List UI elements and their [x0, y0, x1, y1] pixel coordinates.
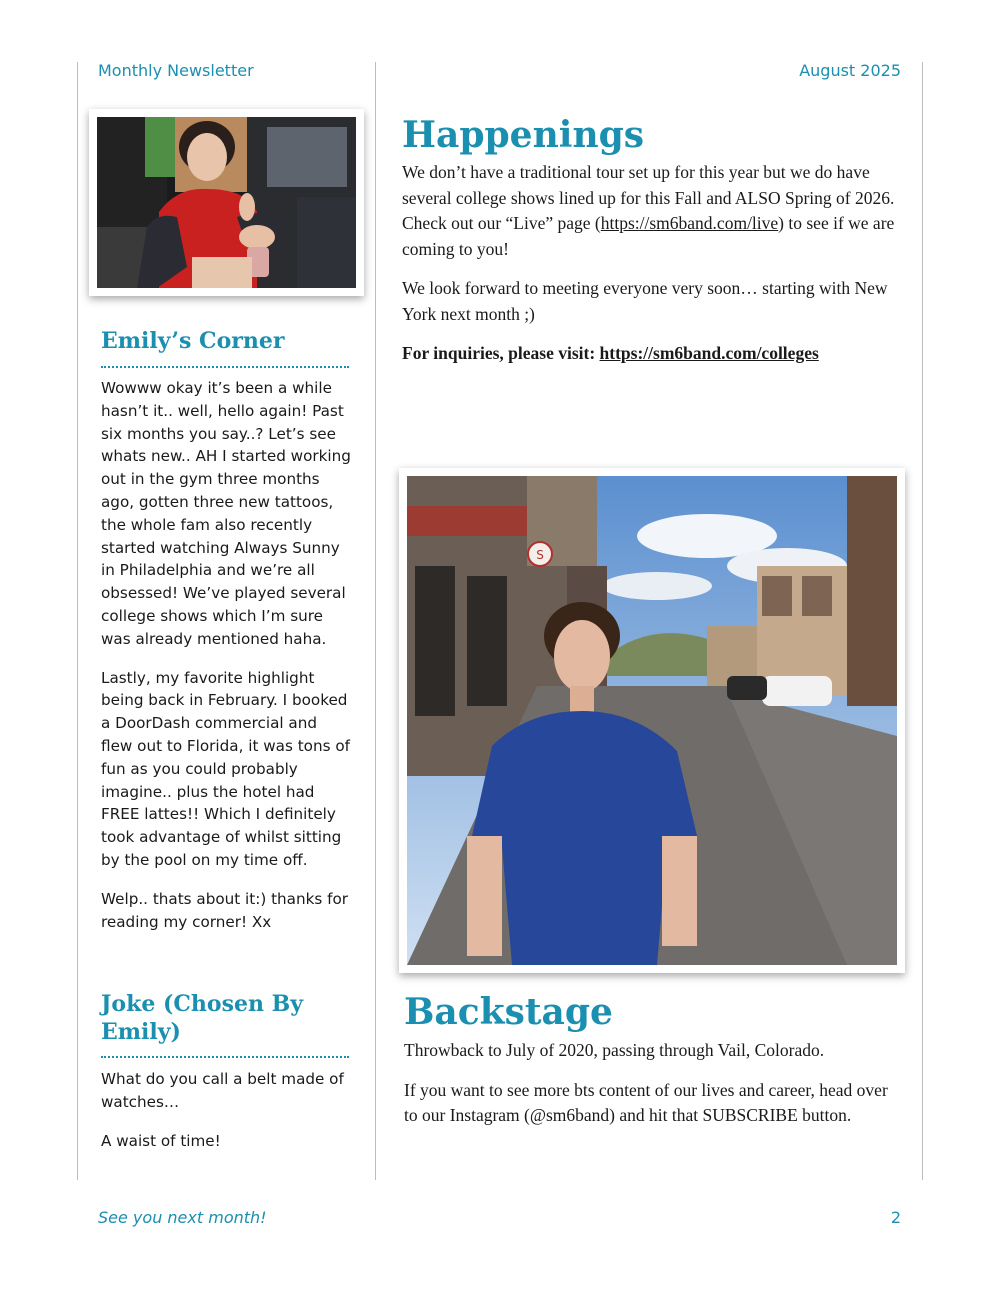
newsletter-label: Monthly Newsletter — [98, 61, 254, 80]
page-number: 2 — [890, 1208, 901, 1227]
backstage-caption: Throwback to July of 2020, passing through Vail, Colorado. — [404, 1040, 825, 1060]
happenings-paragraph: We don’t have a traditional tour set up for this year but we do have several college shows lined up for this Fall and ALSO Spring of 2026. Check out our “Live” page (https://sm6band.com/live) to see if we are coming to you! — [402, 162, 895, 259]
joke-answer: A waist of time! — [101, 1131, 221, 1150]
colleges-link[interactable]: https://sm6band.com/colleges — [599, 343, 819, 363]
emilys-corner-body — [101, 377, 353, 949]
live-page-link[interactable]: https://sm6band.com/live — [600, 213, 779, 233]
vail-street-image — [407, 476, 897, 965]
emilys-corner-paragraph: Welp.. thats about it:) thanks for reading my corner! Xx — [101, 889, 349, 931]
section-divider — [101, 366, 349, 368]
backstage-paragraph: If you want to see more bts content of our lives and career, head over to our Instagram (@sm6band) and hit that SUBSCRIBE button. — [404, 1079, 888, 1125]
joke-question: What do you call a belt made of watches… — [101, 1070, 344, 1111]
happenings-paragraph: We look forward to meeting everyone very soon… starting with New York next month ;) — [402, 278, 888, 324]
right-margin-rule — [922, 62, 923, 1180]
inquiries-line: For inquiries, please visit: https://sm6band.com/colleges — [402, 343, 819, 363]
happenings-body — [402, 160, 902, 381]
left-margin-rule — [77, 62, 78, 1180]
emilys-corner-paragraph: Wowww okay it’s been a while hasn’t it.. well, hello again! Past six months you say..? Let’s see whats new.. AH I started working out in the gym three months ago, gotten three new tattoos, the whole fam also recently started watching Always Sunny in Philadelphia and we’re all obsessed! We’ve played several college shows which I’m sure was already mentioned haha. — [101, 379, 351, 648]
issue-date: August 2025 — [799, 61, 901, 80]
column-divider — [375, 62, 376, 1180]
happenings-heading: Happenings — [402, 114, 645, 156]
section-divider — [101, 1056, 349, 1058]
backstage-body — [404, 1038, 904, 1143]
emily-photo — [89, 109, 364, 296]
joke-body — [101, 1068, 353, 1168]
street-photo — [399, 468, 905, 973]
backstage-heading: Backstage — [404, 991, 613, 1033]
emilys-corner-heading: Emily’s Corner — [101, 328, 285, 354]
joke-heading: Joke (Chosen By Emily) — [101, 991, 303, 1045]
emilys-corner-paragraph: Lastly, my favorite highlight being back in February. I booked a DoorDash commercial and flew out to Florida, it was tons of fun as you could probably imagine.. plus the hotel had FREE lattes!! Which I definitely took advantage of whilst sitting by the pool on my time off. — [101, 668, 350, 869]
footer-signoff: See you next month! — [98, 1208, 267, 1227]
shop-sign-letter: S — [536, 548, 544, 562]
emily-in-car-image — [97, 117, 356, 288]
